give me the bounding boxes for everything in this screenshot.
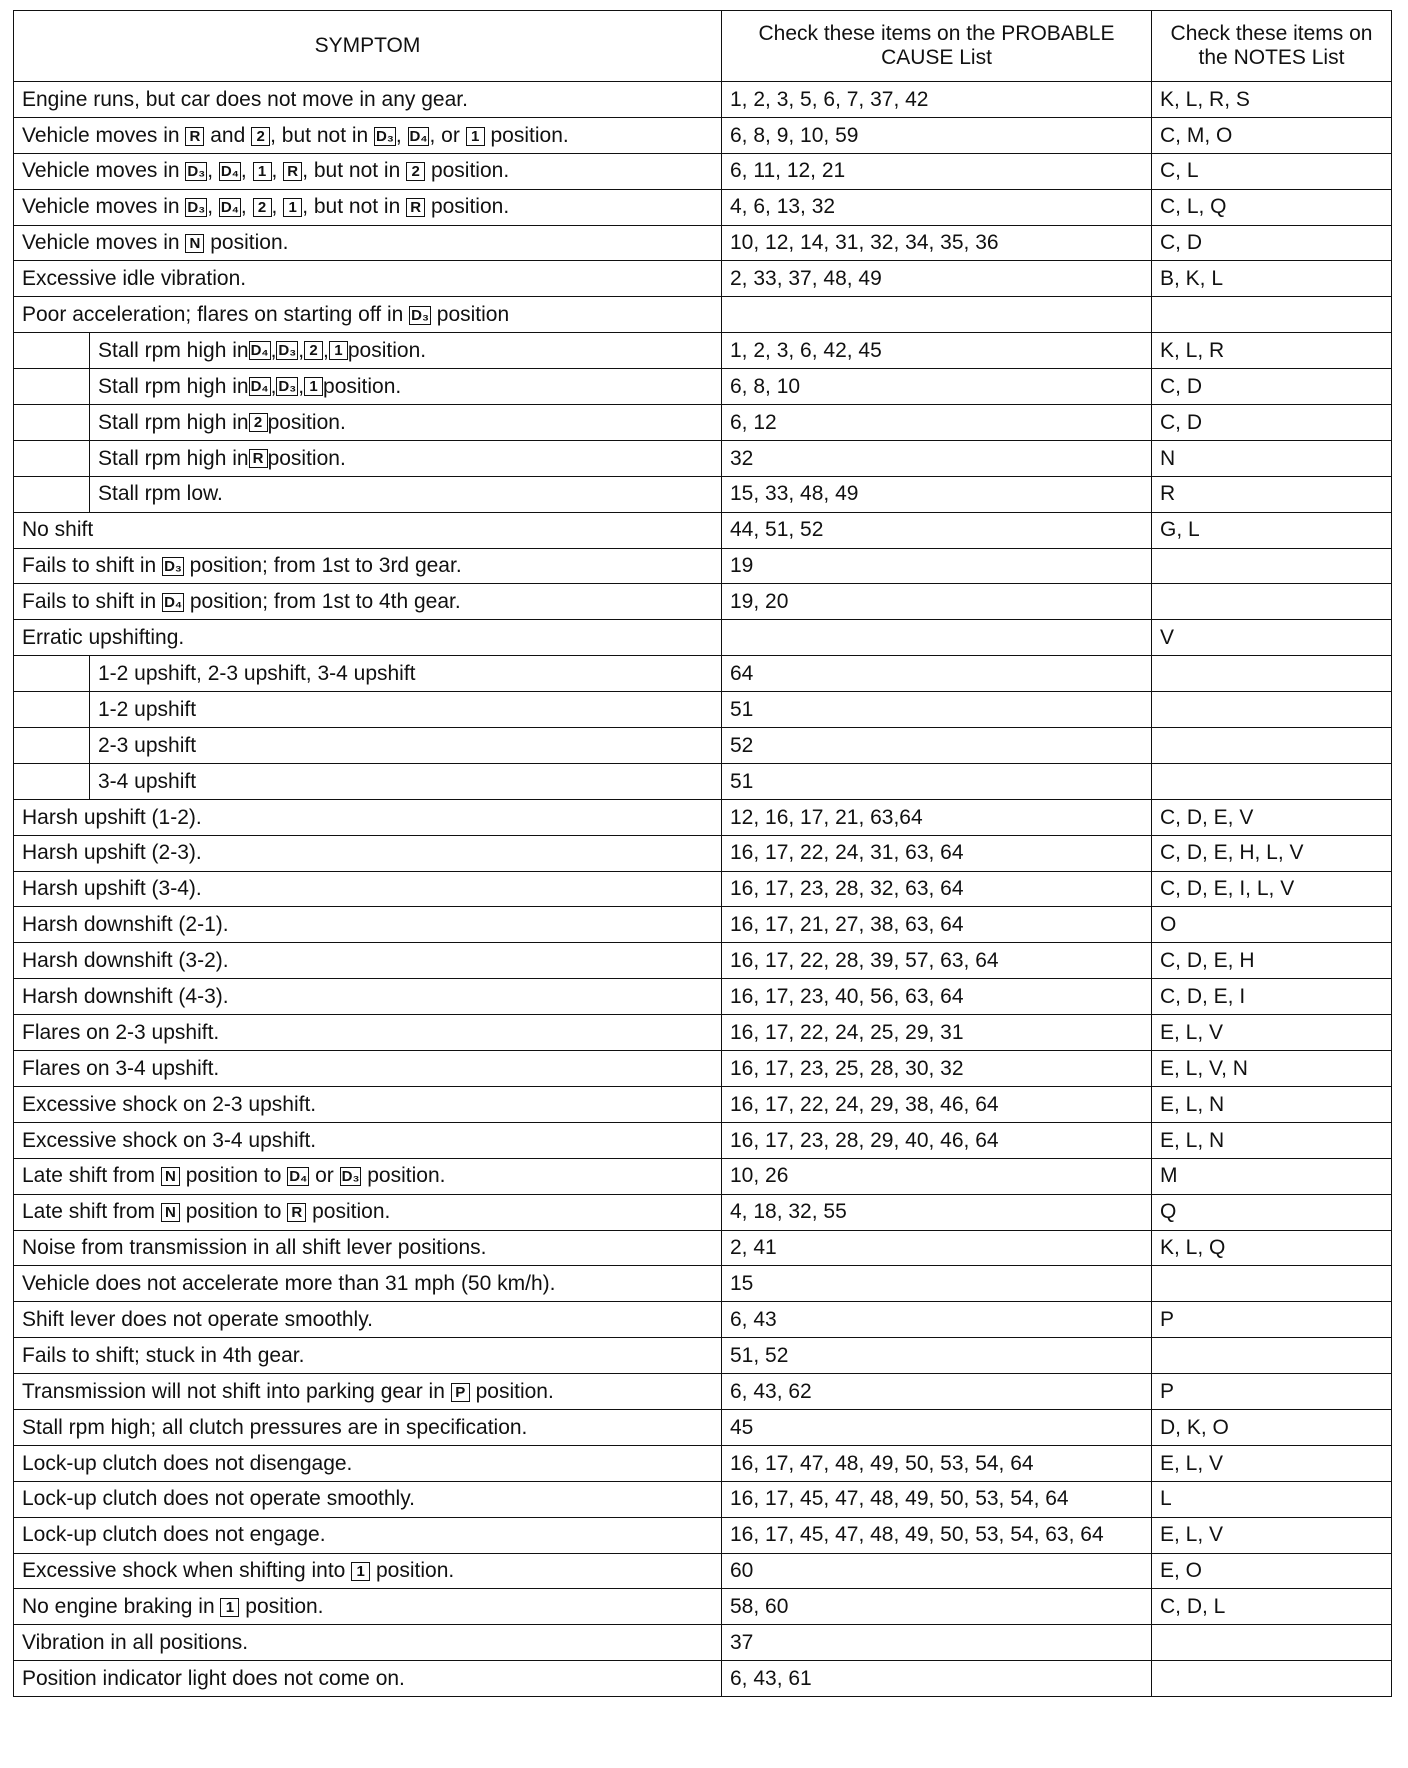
notes-cell	[1152, 548, 1392, 584]
notes-cell: E, L, V, N	[1152, 1051, 1392, 1087]
symptom-cell: Poor acceleration; flares on starting off in D₃ position	[14, 297, 722, 333]
table-row	[14, 943, 1392, 979]
indent-spacer	[22, 369, 90, 404]
probable-cause-cell: 64	[722, 656, 1152, 692]
symptom-cell: No shift	[14, 512, 722, 548]
table-row	[14, 476, 1392, 512]
table-row	[14, 1409, 1392, 1445]
sub-symptom-label: Stall rpm high in 2 position.	[98, 410, 346, 434]
symptom-cell	[14, 405, 722, 441]
probable-cause-cell: 6, 8, 10	[722, 369, 1152, 405]
notes-cell: C, D, E, H	[1152, 943, 1392, 979]
symptom-cell: Harsh upshift (1-2).	[14, 799, 722, 835]
notes-cell: V	[1152, 620, 1392, 656]
probable-cause-cell: 16, 17, 23, 40, 56, 63, 64	[722, 979, 1152, 1015]
notes-cell: C, D, E, I, L, V	[1152, 871, 1392, 907]
symptom-cell	[14, 763, 722, 799]
probable-cause-cell: 37	[722, 1625, 1152, 1661]
table-row	[14, 1158, 1392, 1194]
table-row	[14, 1015, 1392, 1051]
probable-cause-cell: 6, 43, 61	[722, 1661, 1152, 1697]
table-row	[14, 584, 1392, 620]
indent-spacer	[22, 441, 90, 476]
header-row	[14, 11, 1392, 82]
table-row	[14, 1302, 1392, 1338]
table-row	[14, 799, 1392, 835]
notes-cell	[1152, 692, 1392, 728]
table-row	[14, 82, 1392, 118]
symptom-cell: Flares on 2-3 upshift.	[14, 1015, 722, 1051]
symptom-cell: Excessive shock on 3-4 upshift.	[14, 1122, 722, 1158]
symptom-cell: Noise from transmission in all shift lever positions.	[14, 1230, 722, 1266]
position-symbol: D₄	[220, 163, 239, 181]
position-symbol: 1	[220, 1598, 239, 1617]
notes-cell	[1152, 1661, 1392, 1697]
table-row	[14, 1625, 1392, 1661]
sub-symptom-label: Stall rpm high in R position.	[98, 446, 346, 470]
position-symbol: D₄	[250, 342, 269, 360]
position-symbol: N	[185, 234, 204, 253]
table-row	[14, 548, 1392, 584]
notes-cell: C, D	[1152, 225, 1392, 261]
probable-cause-cell: 10, 26	[722, 1158, 1152, 1194]
table-row	[14, 1553, 1392, 1589]
table-row	[14, 907, 1392, 943]
symptom-cell: Lock-up clutch does not operate smoothly.	[14, 1481, 722, 1517]
table-row	[14, 835, 1392, 871]
notes-cell: C, L	[1152, 153, 1392, 189]
table-row	[14, 1517, 1392, 1553]
position-symbol: D₃	[278, 342, 297, 360]
notes-cell: C, D, E, H, L, V	[1152, 835, 1392, 871]
notes-cell	[1152, 763, 1392, 799]
symptom-cell: Transmission will not shift into parking gear in P position.	[14, 1374, 722, 1410]
header-probable-cause: Check these items on the PROBABLE CAUSE List	[722, 11, 1152, 82]
symptom-cell: Shift lever does not operate smoothly.	[14, 1302, 722, 1338]
table-row	[14, 405, 1392, 441]
table-row	[14, 620, 1392, 656]
notes-cell: G, L	[1152, 512, 1392, 548]
symptom-cell: Vehicle does not accelerate more than 31 mph (50 km/h).	[14, 1266, 722, 1302]
probable-cause-cell: 4, 18, 32, 55	[722, 1194, 1152, 1230]
symptom-cell	[14, 476, 722, 512]
header-notes: Check these items on the NOTES List	[1152, 11, 1392, 82]
table-row	[14, 1266, 1392, 1302]
sub-symptom-label: Stall rpm low.	[98, 482, 223, 506]
table-row	[14, 333, 1392, 369]
position-symbol: 1	[466, 127, 485, 146]
table-row	[14, 189, 1392, 225]
notes-cell	[1152, 584, 1392, 620]
symptom-cell: Harsh upshift (3-4).	[14, 871, 722, 907]
notes-cell: R	[1152, 476, 1392, 512]
table-row	[14, 369, 1392, 405]
probable-cause-cell: 58, 60	[722, 1589, 1152, 1625]
symptom-cell: Vehicle moves in N position.	[14, 225, 722, 261]
table-row	[14, 1086, 1392, 1122]
symptom-cell: No engine braking in 1 position.	[14, 1589, 722, 1625]
position-symbol: R	[249, 449, 268, 468]
table-row	[14, 1230, 1392, 1266]
table-row	[14, 153, 1392, 189]
probable-cause-cell: 6, 43	[722, 1302, 1152, 1338]
notes-cell: E, L, V	[1152, 1015, 1392, 1051]
symptom-cell: Fails to shift in D₄ position; from 1st to 4th gear.	[14, 584, 722, 620]
table-row	[14, 1374, 1392, 1410]
probable-cause-cell: 52	[722, 728, 1152, 764]
position-symbol: 2	[304, 341, 323, 360]
symptom-cell	[14, 369, 722, 405]
position-symbol: 1	[329, 341, 348, 360]
position-symbol: N	[161, 1203, 180, 1222]
table-row	[14, 1589, 1392, 1625]
table-row	[14, 1051, 1392, 1087]
table-row	[14, 763, 1392, 799]
table-row	[14, 225, 1392, 261]
symptom-cell: Late shift from N position to D₄ or D₃ position.	[14, 1158, 722, 1194]
symptom-cell: Late shift from N position to R position.	[14, 1194, 722, 1230]
table-row	[14, 1481, 1392, 1517]
probable-cause-cell: 12, 16, 17, 21, 63,64	[722, 799, 1152, 835]
table-row	[14, 1661, 1392, 1697]
notes-cell: K, L, Q	[1152, 1230, 1392, 1266]
notes-cell: E, L, N	[1152, 1122, 1392, 1158]
symptom-cell: Fails to shift in D₃ position; from 1st to 3rd gear.	[14, 548, 722, 584]
position-symbol: D₃	[376, 127, 394, 145]
indent-spacer	[22, 405, 90, 440]
symptom-cell: Harsh upshift (2-3).	[14, 835, 722, 871]
probable-cause-cell: 44, 51, 52	[722, 512, 1152, 548]
probable-cause-cell: 60	[722, 1553, 1152, 1589]
symptom-cell: Fails to shift; stuck in 4th gear.	[14, 1338, 722, 1374]
symptom-cell: Lock-up clutch does not disengage.	[14, 1445, 722, 1481]
probable-cause-cell: 16, 17, 22, 24, 31, 63, 64	[722, 835, 1152, 871]
notes-cell	[1152, 1266, 1392, 1302]
probable-cause-cell: 6, 43, 62	[722, 1374, 1152, 1410]
probable-cause-cell: 2, 41	[722, 1230, 1152, 1266]
position-symbol: D₄	[409, 127, 428, 145]
probable-cause-cell: 16, 17, 45, 47, 48, 49, 50, 53, 54, 64	[722, 1481, 1152, 1517]
position-symbol: N	[161, 1167, 180, 1186]
symptom-cell	[14, 333, 722, 369]
notes-cell: P	[1152, 1302, 1392, 1338]
table-row	[14, 692, 1392, 728]
symptom-cell: Harsh downshift (4-3).	[14, 979, 722, 1015]
probable-cause-cell: 19, 20	[722, 584, 1152, 620]
sub-symptom-label: Stall rpm high in D₄ , D₃ , 2 , 1 position.	[98, 338, 427, 362]
probable-cause-cell	[722, 620, 1152, 656]
notes-cell: O	[1152, 907, 1392, 943]
notes-cell: E, L, N	[1152, 1086, 1392, 1122]
sub-symptom-label: 3-4 upshift	[98, 769, 197, 793]
position-symbol: D₃	[187, 163, 206, 181]
sub-symptom-label: Stall rpm high in D₄ , D₃ , 1 position.	[98, 374, 402, 398]
table-row	[14, 1194, 1392, 1230]
indent-spacer	[22, 333, 90, 368]
table-row	[14, 728, 1392, 764]
notes-cell: C, D, L	[1152, 1589, 1392, 1625]
position-symbol: D₄	[220, 199, 239, 217]
probable-cause-cell: 16, 17, 22, 24, 29, 38, 46, 64	[722, 1086, 1152, 1122]
position-symbol: D₃	[411, 307, 429, 325]
table-row	[14, 440, 1392, 476]
probable-cause-cell: 6, 12	[722, 405, 1152, 441]
table-row	[14, 656, 1392, 692]
symptom-cell: Position indicator light does not come on.	[14, 1661, 722, 1697]
notes-cell: E, L, V	[1152, 1517, 1392, 1553]
position-symbol: 1	[304, 377, 323, 396]
position-symbol: R	[185, 127, 204, 146]
position-symbol: D₃	[278, 378, 297, 396]
symptom-cell: Stall rpm high; all clutch pressures are in specification.	[14, 1409, 722, 1445]
probable-cause-cell: 45	[722, 1409, 1152, 1445]
probable-cause-cell: 16, 17, 21, 27, 38, 63, 64	[722, 907, 1152, 943]
notes-cell: K, L, R	[1152, 333, 1392, 369]
probable-cause-cell: 16, 17, 45, 47, 48, 49, 50, 53, 54, 63, 64	[722, 1517, 1152, 1553]
position-symbol: D₄	[164, 594, 183, 612]
position-symbol: 2	[251, 127, 270, 146]
probable-cause-cell: 51	[722, 763, 1152, 799]
symptom-cell: Engine runs, but car does not move in any gear.	[14, 82, 722, 118]
probable-cause-cell: 32	[722, 440, 1152, 476]
probable-cause-cell: 16, 17, 22, 28, 39, 57, 63, 64	[722, 943, 1152, 979]
symptom-cell: Lock-up clutch does not engage.	[14, 1517, 722, 1553]
probable-cause-cell: 6, 11, 12, 21	[722, 153, 1152, 189]
symptom-cell: Excessive shock when shifting into 1 position.	[14, 1553, 722, 1589]
symptom-cell: Excessive shock on 2-3 upshift.	[14, 1086, 722, 1122]
position-symbol: 2	[253, 198, 272, 217]
header-symptom: SYMPTOM	[14, 11, 722, 82]
probable-cause-cell: 10, 12, 14, 31, 32, 34, 35, 36	[722, 225, 1152, 261]
symptom-cell: Vehicle moves in D₃, D₄, 1 , R , but not in 2 position.	[14, 153, 722, 189]
sub-symptom-label: 2-3 upshift	[98, 733, 197, 757]
symptom-cell	[14, 692, 722, 728]
notes-cell: E, O	[1152, 1553, 1392, 1589]
table-body	[14, 82, 1392, 1697]
position-symbol: 2	[406, 162, 425, 181]
table-row	[14, 1122, 1392, 1158]
table-row	[14, 871, 1392, 907]
probable-cause-cell: 19	[722, 548, 1152, 584]
table-row	[14, 979, 1392, 1015]
notes-cell: C, D	[1152, 369, 1392, 405]
position-symbol: 1	[253, 162, 272, 181]
probable-cause-cell: 16, 17, 23, 28, 32, 63, 64	[722, 871, 1152, 907]
sub-symptom-label: 1-2 upshift	[98, 697, 197, 721]
notes-cell: D, K, O	[1152, 1409, 1392, 1445]
notes-cell: K, L, R, S	[1152, 82, 1392, 118]
position-symbol: D₃	[187, 199, 206, 217]
probable-cause-cell	[722, 297, 1152, 333]
notes-cell: C, D, E, V	[1152, 799, 1392, 835]
symptom-cell: Harsh downshift (3-2).	[14, 943, 722, 979]
probable-cause-cell: 16, 17, 23, 28, 29, 40, 46, 64	[722, 1122, 1152, 1158]
table-row	[14, 512, 1392, 548]
symptom-cell: Flares on 3-4 upshift.	[14, 1051, 722, 1087]
troubleshooting-table	[13, 10, 1392, 1697]
symptom-cell: Excessive idle vibration.	[14, 261, 722, 297]
indent-spacer	[22, 692, 90, 727]
probable-cause-cell: 15	[722, 1266, 1152, 1302]
position-symbol: 1	[351, 1562, 370, 1581]
probable-cause-cell: 2, 33, 37, 48, 49	[722, 261, 1152, 297]
sub-symptom-label: 1-2 upshift, 2-3 upshift, 3-4 upshift	[98, 661, 416, 685]
position-symbol: P	[451, 1383, 470, 1402]
probable-cause-cell: 16, 17, 22, 24, 25, 29, 31	[722, 1015, 1152, 1051]
table-row	[14, 1338, 1392, 1374]
position-symbol: R	[287, 1203, 306, 1222]
table-row	[14, 117, 1392, 153]
notes-cell: N	[1152, 440, 1392, 476]
notes-cell: C, M, O	[1152, 117, 1392, 153]
symptom-cell: Vibration in all positions.	[14, 1625, 722, 1661]
probable-cause-cell: 1, 2, 3, 6, 42, 45	[722, 333, 1152, 369]
probable-cause-cell: 16, 17, 47, 48, 49, 50, 53, 54, 64	[722, 1445, 1152, 1481]
notes-cell: L	[1152, 1481, 1392, 1517]
position-symbol: D₄	[250, 378, 269, 396]
notes-cell	[1152, 1625, 1392, 1661]
notes-cell: M	[1152, 1158, 1392, 1194]
symptom-cell: Vehicle moves in D₃, D₄, 2 , 1 , but not in R position.	[14, 189, 722, 225]
symptom-cell	[14, 440, 722, 476]
table-row	[14, 261, 1392, 297]
symptom-cell: Erratic upshifting.	[14, 620, 722, 656]
indent-spacer	[22, 477, 90, 512]
position-symbol: 2	[249, 413, 268, 432]
position-symbol: D₃	[341, 1168, 360, 1186]
probable-cause-cell: 51, 52	[722, 1338, 1152, 1374]
notes-cell: C, D	[1152, 405, 1392, 441]
position-symbol: D₃	[164, 558, 182, 576]
indent-spacer	[22, 764, 90, 799]
notes-cell: P	[1152, 1374, 1392, 1410]
probable-cause-cell: 15, 33, 48, 49	[722, 476, 1152, 512]
notes-cell	[1152, 297, 1392, 333]
position-symbol: R	[283, 162, 302, 181]
table-row	[14, 1445, 1392, 1481]
indent-spacer	[22, 656, 90, 691]
notes-cell: E, L, V	[1152, 1445, 1392, 1481]
symptom-cell: Harsh downshift (2-1).	[14, 907, 722, 943]
notes-cell	[1152, 656, 1392, 692]
notes-cell: C, D, E, I	[1152, 979, 1392, 1015]
symptom-cell: Vehicle moves in R and 2 , but not in D₃, D₄, or 1 position.	[14, 117, 722, 153]
indent-spacer	[22, 728, 90, 763]
position-symbol: R	[406, 198, 425, 217]
notes-cell: B, K, L	[1152, 261, 1392, 297]
notes-cell	[1152, 728, 1392, 764]
notes-cell: C, L, Q	[1152, 189, 1392, 225]
symptom-cell	[14, 728, 722, 764]
position-symbol: 1	[283, 198, 302, 217]
probable-cause-cell: 6, 8, 9, 10, 59	[722, 117, 1152, 153]
probable-cause-cell: 4, 6, 13, 32	[722, 189, 1152, 225]
symptom-cell	[14, 656, 722, 692]
notes-cell	[1152, 1338, 1392, 1374]
notes-cell: Q	[1152, 1194, 1392, 1230]
probable-cause-cell: 16, 17, 23, 25, 28, 30, 32	[722, 1051, 1152, 1087]
table-row	[14, 297, 1392, 333]
probable-cause-cell: 1, 2, 3, 5, 6, 7, 37, 42	[722, 82, 1152, 118]
probable-cause-cell: 51	[722, 692, 1152, 728]
position-symbol: D₄	[289, 1168, 308, 1186]
